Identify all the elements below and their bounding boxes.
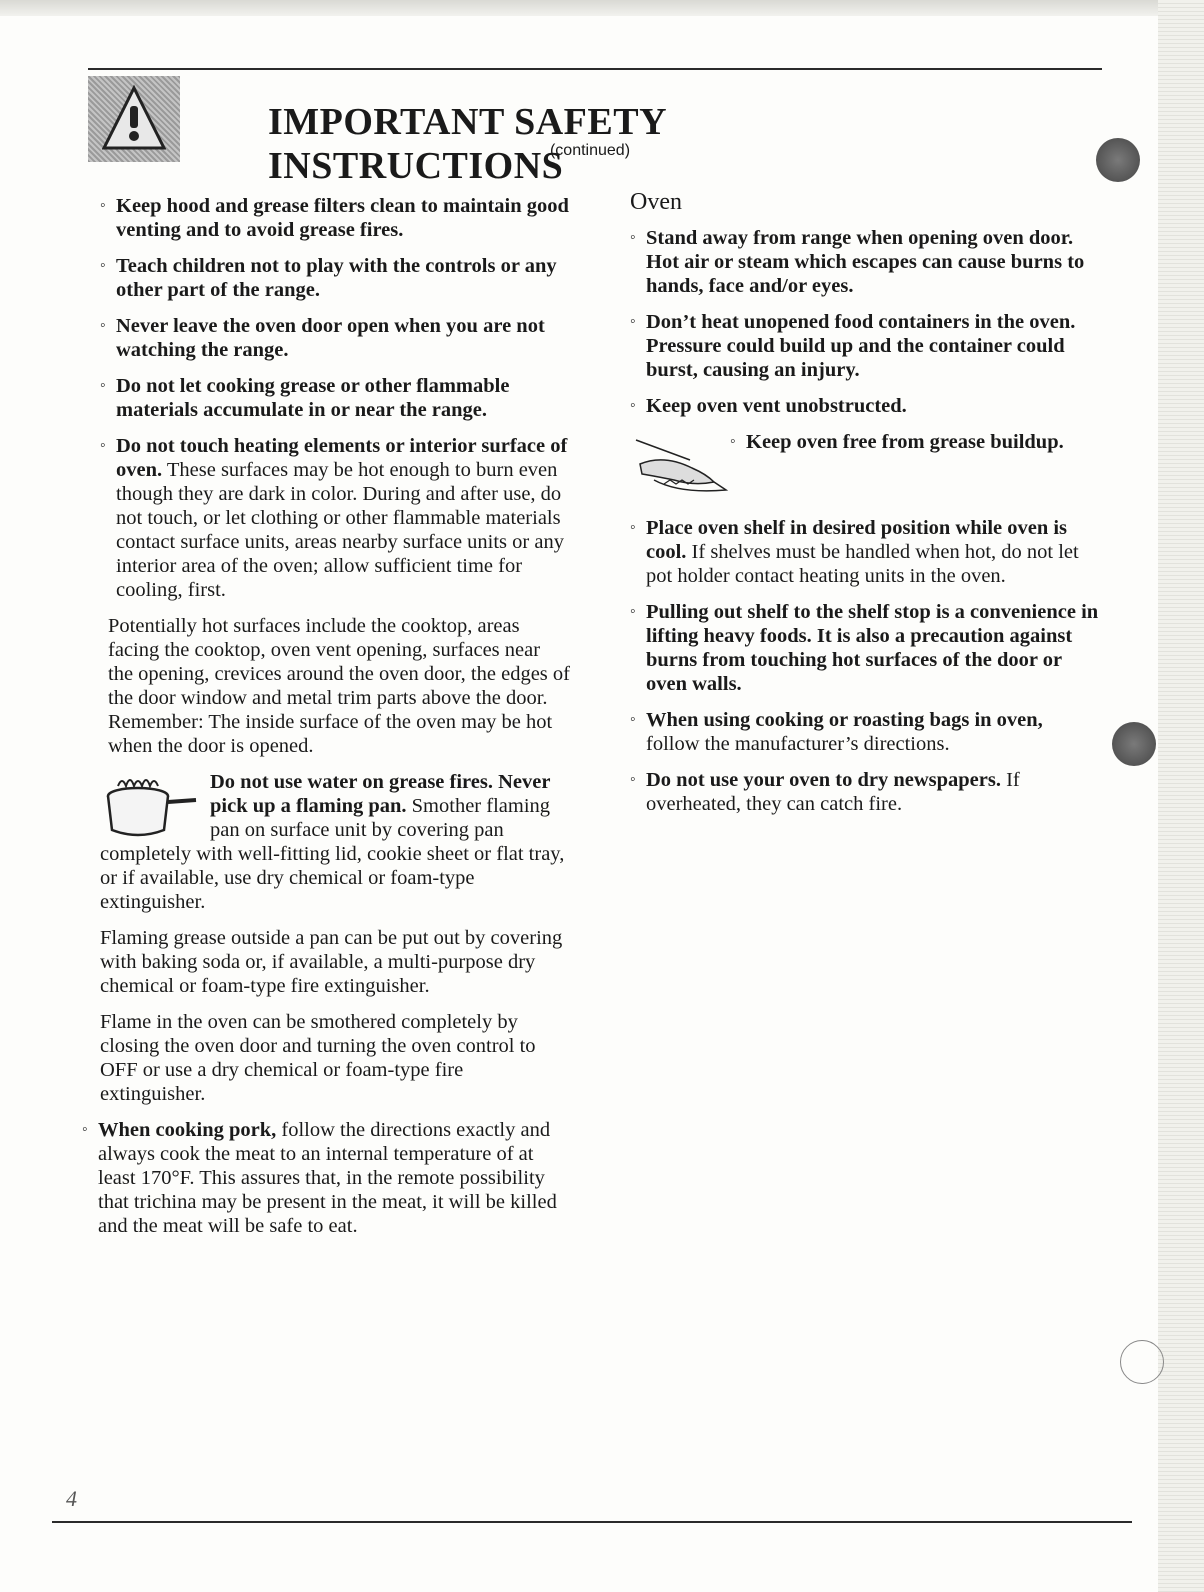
left-column [100,194,570,1250]
header-rule [88,68,1102,70]
grease-fire-block [100,770,570,914]
hot-surfaces-paragraph: Potentially hot surfaces include the cooktop, areas facing the cooktop, oven vent opening, surfaces near the opening, crevices around the oven door, the edges of the door window and metal trim parts above the door. Remember: The inside surface of the oven may be hot when the door is opened. [108,615,570,757]
list-item [630,310,1100,382]
list-item [630,768,1100,816]
item-lead: Stand away from range when opening oven door. Hot air or steam which escapes can cause burns to hands, face and/or eyes. [646,227,1085,297]
page-number: 4 [66,1486,77,1511]
grease-fire-lead: Do not use water on grease fires. Never pick up a flaming pan. [210,771,551,817]
binder-hole-bottom [1120,1340,1164,1384]
list-item [630,516,1100,588]
item-lead: When using cooking or roasting bags in oven, [646,709,1043,731]
footer-rule [52,1521,1132,1523]
oven-heading: Oven [630,189,682,215]
item-lead: Teach children not to play with the controls or any other part of the range. [116,255,557,301]
item-lead: Place oven shelf in desired position while oven is cool. [646,517,1068,563]
hand-wiping-oven-icon [634,434,730,504]
item-text: follow the manufacturer’s directions. [646,733,950,755]
scan-edge-right [1158,0,1204,1592]
item-text: If shelves must be handled when hot, do not let pot holder contact heating units in the oven. [646,541,1079,587]
item-text: follow the directions exactly and always cook the meat to an internal temperature of at least 170°F. This assures that, in the remote possibility that trichina may be present in the meat, it will be killed and the meat will be safe to eat. [98,1119,557,1237]
page-title: IMPORTANT SAFETY INSTRUCTIONS [268,101,666,187]
item-lead: Pulling out shelf to the shelf stop is a convenience in lifting heavy foods. It is also a precaution against burns from touching hot surfaces of the door or oven walls. [646,601,1099,695]
list-item [100,314,570,362]
binder-hole-top [1096,138,1140,182]
item-lead: Do not touch heating elements or interior surface of oven. [116,435,568,481]
item-lead: Keep hood and grease filters clean to maintain good venting and to avoid grease fires. [116,195,569,241]
item-text: If overheated, they can catch fire. [646,769,1020,815]
list-item [630,394,1100,418]
item-lead: Do not use your oven to dry newspapers. [646,769,1001,791]
list-item [730,430,1116,454]
item-lead: Never leave the oven door open when you are not watching the range. [116,315,545,361]
list-item [100,194,570,242]
list-item [630,226,1100,298]
binder-hole-middle [1112,722,1156,766]
list-item [630,600,1100,696]
oven-flame-paragraph: Flame in the oven can be smothered completely by closing the oven door and turning the oven control to OFF or use a dry chemical or foam-type fire extinguisher. [100,1011,536,1105]
flaming-pan-icon [100,772,200,842]
item-lead: Keep oven free from grease buildup. [746,431,1064,453]
list-item [82,1118,570,1238]
grease-fire-text: Smother flaming pan on surface unit by covering pan completely with well-fitting lid, cookie sheet or flat tray, or if available, use dry chemical or foam-type extinguisher. [100,795,565,913]
item-lead: Do not let cooking grease or other flammable materials accumulate in or near the range. [116,375,510,421]
list-item [100,374,570,422]
warning-triangle-icon [102,84,166,154]
grease-buildup-row [630,430,1100,508]
page-subtitle: (continued) [549,142,631,159]
item-lead: Don’t heat unopened food containers in the oven. Pressure could build up and the container could burst, causing an injury. [646,311,1076,381]
flaming-grease-paragraph: Flaming grease outside a pan can be put out by covering with baking soda or, if available, a multi-purpose dry chemical or foam-type fire extinguisher. [100,927,563,997]
list-item [100,254,570,302]
list-item [100,434,570,602]
right-column [630,190,1100,828]
warning-box [88,76,180,162]
item-lead: Keep oven vent unobstructed. [646,395,907,417]
scan-edge-top [0,0,1204,16]
item-lead: When cooking pork, [98,1119,277,1141]
item-text: These surfaces may be hot enough to burn even though they are dark in color. During and after use, do not touch, or let clothing or other flammable materials contact surface units, areas nearby surface units or any interior area of the oven; allow sufficient time for cooling, first. [116,459,564,601]
list-item [630,708,1100,756]
